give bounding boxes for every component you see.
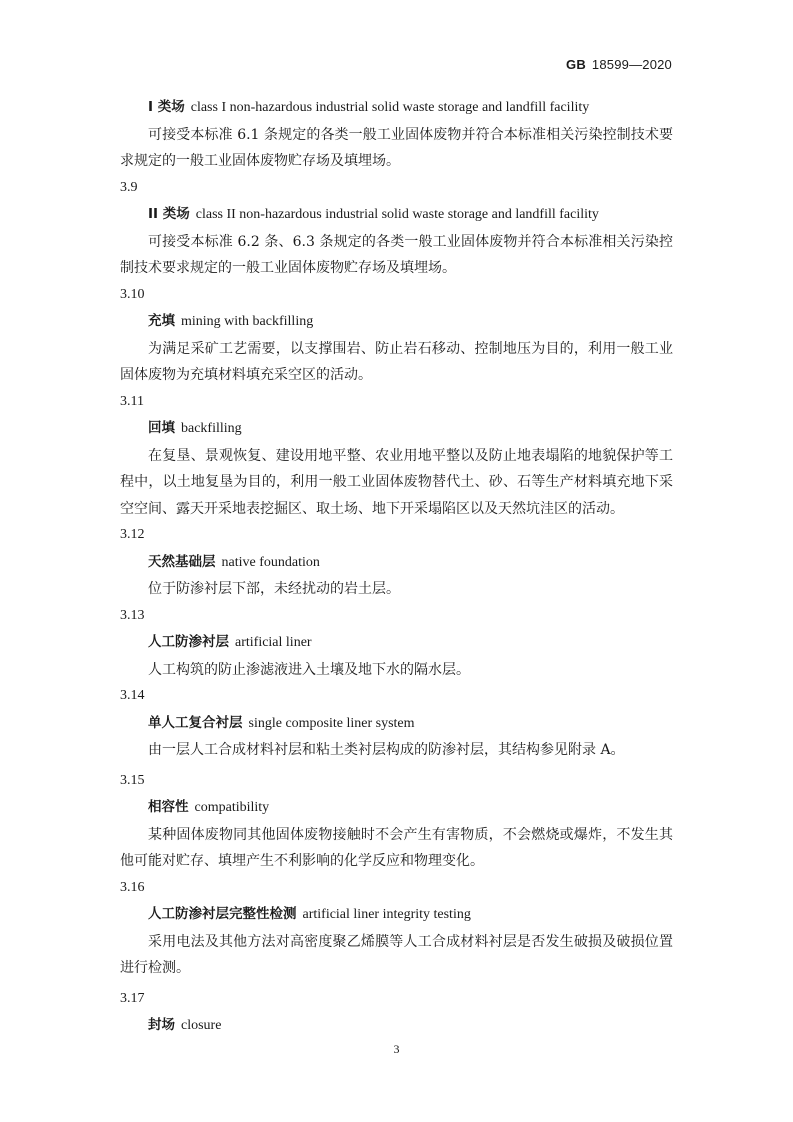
gb-logo: GB bbox=[566, 57, 586, 72]
term-chinese: I 类场 bbox=[148, 99, 185, 115]
clause-number: 3.17 bbox=[120, 990, 145, 1006]
clause-number: 3.16 bbox=[120, 879, 145, 895]
clause-number: 3.11 bbox=[120, 393, 144, 409]
clause-number: 3.12 bbox=[120, 527, 145, 542]
term-entry bbox=[120, 986, 673, 1040]
term-chinese: 人工防渗衬层 bbox=[148, 634, 229, 650]
term-title bbox=[120, 710, 673, 738]
term-definition: 人工构筑的防止渗滤液进入土壤及地下水的隔水层。 bbox=[148, 661, 470, 678]
term-definition: 由一层人工合成材料衬层和粘土类衬层构成的防渗衬层，其结构参见附录 A。 bbox=[148, 742, 625, 758]
term-title bbox=[120, 1012, 673, 1040]
standard-code-header bbox=[566, 57, 672, 72]
clause-number: 3.10 bbox=[120, 286, 145, 302]
term-title bbox=[120, 415, 673, 443]
terms-list bbox=[120, 94, 673, 1040]
term-definition: 某种固体废物同其他固体废物接触时不会产生有害物质，不会燃烧或爆炸，不发生其他可能对贮存、填埋产生不利影响的化学反应和物理变化。 bbox=[120, 826, 673, 869]
term-chinese: 天然基础层 bbox=[148, 553, 216, 570]
clause-number: 3.9 bbox=[120, 179, 138, 195]
term-chinese: 回填 bbox=[148, 420, 175, 436]
term-english: compatibility bbox=[194, 800, 270, 815]
term-entry bbox=[120, 683, 673, 764]
term-chinese: 封场 bbox=[148, 1017, 175, 1033]
term-english: class I non-hazardous industrial solid waste storage and landfill facility bbox=[190, 100, 590, 115]
term-entry bbox=[120, 389, 673, 523]
term-english: mining with backfilling bbox=[181, 314, 314, 329]
clause-number: 3.15 bbox=[120, 772, 145, 788]
term-english: single composite liner system bbox=[248, 715, 415, 731]
term-english: class II non-hazardous industrial solid waste storage and landfill facility bbox=[195, 207, 599, 222]
term-definition: 可接受本标准 6.1 条规定的各类一般工业固体废物并符合本标准相关污染控制技术要求规定的一般工业固体废物贮存场及填埋场。 bbox=[120, 126, 673, 169]
term-title bbox=[120, 201, 673, 229]
term-definition: 可接受本标准 6.2 条、6.3 条规定的各类一般工业固体废物并符合本标准相关污染控制技术要求规定的一般工业固体废物贮存场及填埋场。 bbox=[120, 233, 673, 276]
term-chinese: 充填 bbox=[148, 313, 175, 329]
term-title bbox=[120, 629, 673, 657]
term-chinese: 单人工复合衬层 bbox=[148, 714, 243, 731]
term-english: artificial liner integrity testing bbox=[302, 907, 471, 922]
standard-number: 18599—2020 bbox=[591, 57, 672, 72]
term-entry bbox=[120, 94, 673, 175]
term-entry bbox=[120, 175, 673, 282]
term-english: artificial liner bbox=[235, 635, 312, 650]
term-chinese: 人工防渗衬层完整性检测 bbox=[148, 906, 297, 922]
term-title bbox=[120, 901, 673, 929]
term-english: backfilling bbox=[181, 421, 242, 436]
term-definition: 位于防渗衬层下部，未经扰动的岩土层。 bbox=[148, 581, 400, 597]
term-title bbox=[120, 549, 673, 577]
term-entry bbox=[120, 282, 673, 389]
term-definition: 为满足采矿工艺需要，以支撑围岩、防止岩石移动、控制地压为目的，利用一般工业固体废物为充填材料填充采空区的活动。 bbox=[120, 340, 673, 383]
term-chinese: II 类场 bbox=[148, 206, 190, 222]
term-title bbox=[120, 794, 673, 822]
clause-number: 3.13 bbox=[120, 607, 145, 623]
term-entry bbox=[120, 603, 673, 684]
term-title bbox=[120, 94, 673, 122]
term-definition: 在复垦、景观恢复、建设用地平整、农业用地平整以及防止地表塌陷的地貌保护等工程中，以土地复垦为目的，利用一般工业固体废物替代土、砂、石等生产材料填充地下采空空间、露天开采地表挖掘区、取土场、地下开采塌陷区以及天然坑洼区的活动。 bbox=[120, 447, 673, 517]
term-english: closure bbox=[181, 1018, 222, 1033]
term-title bbox=[120, 308, 673, 336]
term-definition: 采用电法及其他方法对高密度聚乙烯膜等人工合成材料衬层是否发生破损及破损位置进行检测。 bbox=[120, 933, 673, 976]
term-english: native foundation bbox=[221, 554, 320, 570]
term-entry bbox=[120, 768, 673, 875]
page-number: 3 bbox=[393, 1042, 400, 1056]
clause-number: 3.14 bbox=[120, 688, 145, 703]
term-entry bbox=[120, 522, 673, 603]
term-chinese: 相容性 bbox=[148, 799, 189, 815]
term-entry bbox=[120, 875, 673, 982]
